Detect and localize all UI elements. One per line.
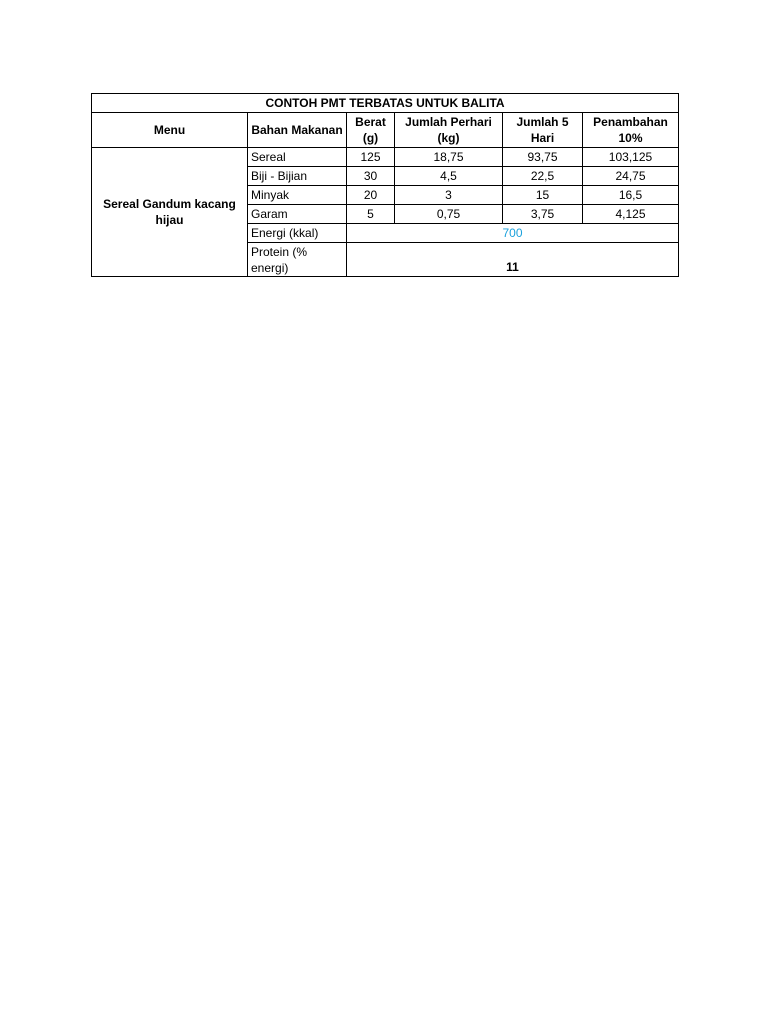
header-jumlah-5-hari: Jumlah 5 Hari bbox=[503, 113, 583, 148]
energy-label: Energi (kkal) bbox=[248, 224, 347, 243]
protein-value: 11 bbox=[347, 243, 679, 277]
header-bahan-makanan: Bahan Makanan bbox=[248, 113, 347, 148]
table-title-row bbox=[92, 94, 679, 113]
row-lima-hari: 15 bbox=[503, 186, 583, 205]
row-berat: 20 bbox=[347, 186, 395, 205]
row-bahan: Sereal bbox=[248, 148, 347, 167]
row-berat: 30 bbox=[347, 167, 395, 186]
row-lima-hari: 22,5 bbox=[503, 167, 583, 186]
row-perhari: 4,5 bbox=[395, 167, 503, 186]
row-penambahan: 16,5 bbox=[583, 186, 679, 205]
row-berat: 5 bbox=[347, 205, 395, 224]
header-jumlah-perhari: Jumlah Perhari (kg) bbox=[395, 113, 503, 148]
row-penambahan: 24,75 bbox=[583, 167, 679, 186]
table-title: CONTOH PMT TERBATAS UNTUK BALITA bbox=[92, 94, 679, 113]
header-menu: Menu bbox=[92, 113, 248, 148]
row-perhari: 18,75 bbox=[395, 148, 503, 167]
protein-label: Protein (% energi) bbox=[248, 243, 347, 277]
header-berat: Berat (g) bbox=[347, 113, 395, 148]
table-header-row bbox=[92, 113, 679, 148]
energy-value: 700 bbox=[347, 224, 679, 243]
row-perhari: 0,75 bbox=[395, 205, 503, 224]
header-penambahan: Penambahan 10% bbox=[583, 113, 679, 148]
row-bahan: Minyak bbox=[248, 186, 347, 205]
row-penambahan: 103,125 bbox=[583, 148, 679, 167]
row-perhari: 3 bbox=[395, 186, 503, 205]
row-lima-hari: 3,75 bbox=[503, 205, 583, 224]
row-berat: 125 bbox=[347, 148, 395, 167]
table-row bbox=[92, 148, 679, 167]
row-bahan: Garam bbox=[248, 205, 347, 224]
row-penambahan: 4,125 bbox=[583, 205, 679, 224]
row-lima-hari: 93,75 bbox=[503, 148, 583, 167]
row-bahan: Biji - Bijian bbox=[248, 167, 347, 186]
menu-name: Sereal Gandum kacang hijau bbox=[92, 148, 248, 277]
pmt-table bbox=[91, 93, 679, 277]
